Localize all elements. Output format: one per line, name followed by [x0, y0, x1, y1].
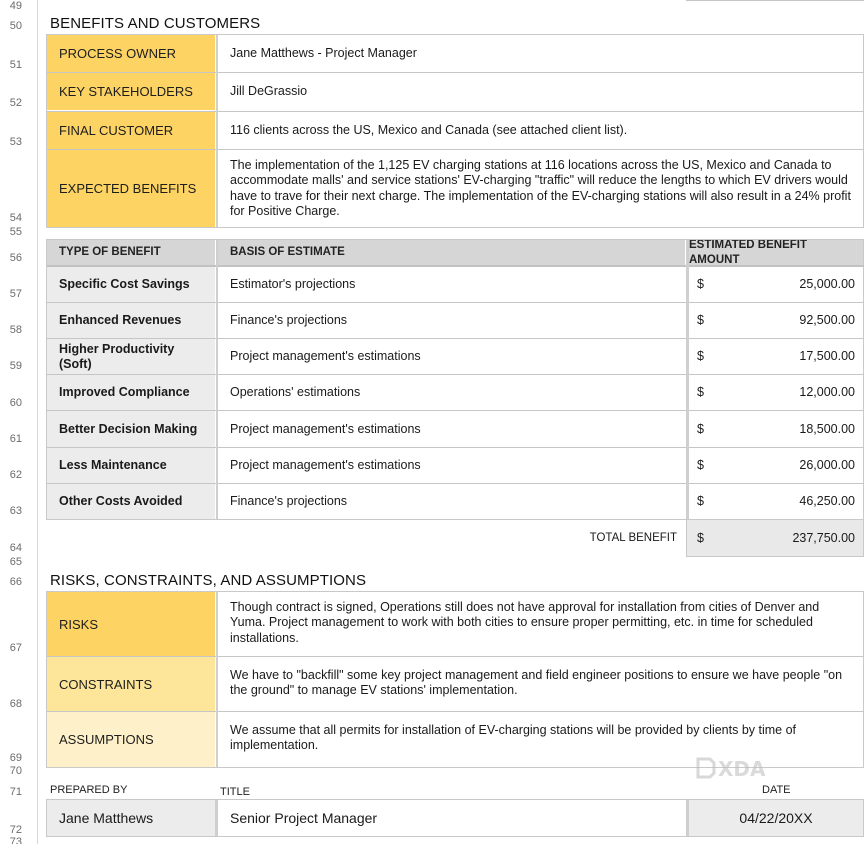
date-value[interactable]: 04/22/20XX [689, 800, 863, 836]
benefit-amount-cell[interactable] [689, 448, 863, 483]
prepared-by-value[interactable]: Jane Matthews [47, 800, 215, 836]
benefit-amount-cell[interactable] [689, 411, 863, 447]
benefit-amount-cell[interactable] [689, 267, 863, 302]
label-key-stakeholders: KEY STAKEHOLDERS [47, 73, 215, 110]
total-benefit-amount-cell[interactable] [686, 520, 864, 557]
header-divider [47, 265, 864, 267]
benefit-amount-cell[interactable] [689, 303, 863, 338]
watermark-text: XDA [718, 757, 766, 781]
benefit-type-cell[interactable]: Enhanced Revenues [47, 303, 215, 338]
row-number[interactable]: 52 [9, 97, 22, 109]
benefit-type-cell[interactable]: Better Decision Making [47, 411, 215, 447]
total-amount-value: 237,750.00 [792, 530, 855, 545]
benefit-type-cell[interactable]: Specific Cost Savings [47, 267, 215, 302]
benefit-amount-cell[interactable] [689, 375, 863, 410]
currency-symbol: $ [697, 458, 704, 472]
amount-value: 12,000.00 [799, 385, 855, 399]
value-key-stakeholders[interactable]: Jill DeGrassio [230, 84, 308, 98]
row-number[interactable]: 55 [9, 226, 22, 238]
header-estimated-benefit-amount: ESTIMATED BENEFIT AMOUNT [689, 240, 863, 265]
row-number[interactable]: 54 [9, 212, 22, 224]
row-number[interactable]: 68 [9, 698, 22, 710]
currency-symbol: $ [697, 313, 704, 327]
row-number[interactable]: 71 [9, 786, 22, 798]
currency-symbol: $ [697, 349, 704, 363]
amount-value: 92,500.00 [799, 313, 855, 327]
row-number[interactable]: 50 [9, 20, 22, 32]
row-number[interactable]: 64 [9, 542, 22, 554]
currency-symbol: $ [697, 421, 704, 436]
date-label: DATE [762, 784, 791, 796]
currency-symbol: $ [697, 277, 704, 291]
benefit-basis-cell[interactable]: Project management's estimations [230, 421, 421, 436]
label-risks: RISKS [47, 592, 215, 656]
row-number[interactable]: 72 [9, 824, 22, 836]
cell-border [686, 0, 864, 1]
benefit-type-cell[interactable]: Other Costs Avoided [47, 484, 215, 519]
section-title-benefits: BENEFITS AND CUSTOMERS [50, 15, 261, 32]
header-basis-of-estimate: BASIS OF ESTIMATE [218, 240, 685, 265]
currency-symbol: $ [697, 530, 704, 545]
label-final-customer: FINAL CUSTOMER [47, 112, 215, 149]
benefit-basis-cell[interactable]: Operations' estimations [230, 385, 361, 399]
benefit-type-cell[interactable]: Higher Productivity (Soft) [47, 339, 215, 374]
row-number[interactable]: 51 [9, 59, 22, 71]
row-number[interactable]: 70 [9, 765, 22, 777]
value-risks[interactable]: Though contract is signed, Operations still does not have approval for installation from cities of Denver and Yuma. Project management to work with both cities to ensure proper permitting, etc. in time for scheduled installations. [230, 600, 820, 645]
amount-value: 26,000.00 [799, 458, 855, 472]
value-expected-benefits[interactable]: The implementation of the 1,125 EV charging stations at 116 locations across the US, Mexico and Canada to accommodate malls' and service stations' EV-charging "traffic" will reduce the lengths to which EV drivers would have to trave for their next charge. The implementation of the EV-charging stations will also result in a 24% profit for Positive Charge. [230, 158, 851, 218]
column-divider [216, 240, 218, 519]
label-process-owner: PROCESS OWNER [47, 35, 215, 72]
currency-symbol: $ [697, 494, 704, 508]
value-final-customer[interactable]: 116 clients across the US, Mexico and Canada (see attached client list). [230, 123, 628, 137]
column-divider [216, 592, 218, 767]
title-label: TITLE [220, 786, 250, 798]
section-title-risks: RISKS, CONSTRAINTS, AND ASSUMPTIONS [50, 572, 367, 589]
row-number[interactable]: 63 [9, 505, 22, 517]
benefit-amount-cell[interactable] [689, 339, 863, 374]
label-expected-benefits: EXPECTED BENEFITS [47, 150, 215, 227]
benefit-type-cell[interactable]: Less Maintenance [47, 448, 215, 483]
amount-value: 17,500.00 [799, 349, 855, 363]
row-number[interactable]: 62 [9, 469, 22, 481]
currency-symbol: $ [697, 385, 704, 399]
row-number[interactable]: 66 [9, 576, 22, 588]
benefit-basis-cell[interactable]: Project management's estimations [230, 349, 421, 363]
benefit-basis-cell[interactable]: Estimator's projections [230, 277, 356, 291]
row-number[interactable]: 59 [9, 360, 22, 372]
benefit-amount-cell[interactable] [689, 484, 863, 519]
row-number[interactable]: 53 [9, 136, 22, 148]
row-number[interactable]: 73 [9, 836, 22, 844]
column-divider [686, 240, 689, 519]
row-number[interactable]: 67 [9, 642, 22, 654]
xda-watermark-logo [694, 755, 806, 781]
total-benefit-label: TOTAL BENEFIT [589, 531, 677, 544]
prepared-by-label: PREPARED BY [50, 784, 128, 796]
header-type-of-benefit: TYPE OF BENEFIT [47, 240, 215, 265]
row-number[interactable]: 69 [9, 752, 22, 764]
amount-value: 25,000.00 [799, 277, 855, 291]
benefit-basis-cell[interactable]: Finance's projections [230, 494, 348, 508]
value-assumptions[interactable]: We assume that all permits for installation of EV-charging stations will be provided by clients by time of implementation. [230, 723, 797, 753]
label-constraints: CONSTRAINTS [47, 657, 215, 711]
value-process-owner[interactable]: Jane Matthews - Project Manager [230, 46, 417, 60]
row-number[interactable]: 60 [9, 397, 22, 409]
row-number[interactable]: 56 [9, 252, 22, 264]
amount-value: 46,250.00 [799, 494, 855, 508]
benefit-basis-cell[interactable]: Finance's projections [230, 313, 348, 327]
row-number[interactable]: 61 [9, 433, 22, 445]
column-divider [216, 35, 218, 227]
benefit-basis-cell[interactable]: Project management's estimations [230, 458, 421, 472]
row-number[interactable]: 58 [9, 324, 22, 336]
value-constraints[interactable]: We have to "backfill" some key project management and field engineer positions to ensure we have people "on the ground" to manage EV stations' implementation. [230, 668, 843, 698]
amount-value: 18,500.00 [799, 421, 855, 436]
title-value[interactable]: Senior Project Manager [230, 809, 378, 826]
benefit-type-cell[interactable]: Improved Compliance [47, 375, 215, 410]
label-assumptions: ASSUMPTIONS [47, 712, 215, 767]
row-number[interactable]: 65 [9, 556, 22, 568]
row-number[interactable]: 57 [9, 288, 22, 300]
row-number[interactable]: 49 [9, 0, 22, 12]
